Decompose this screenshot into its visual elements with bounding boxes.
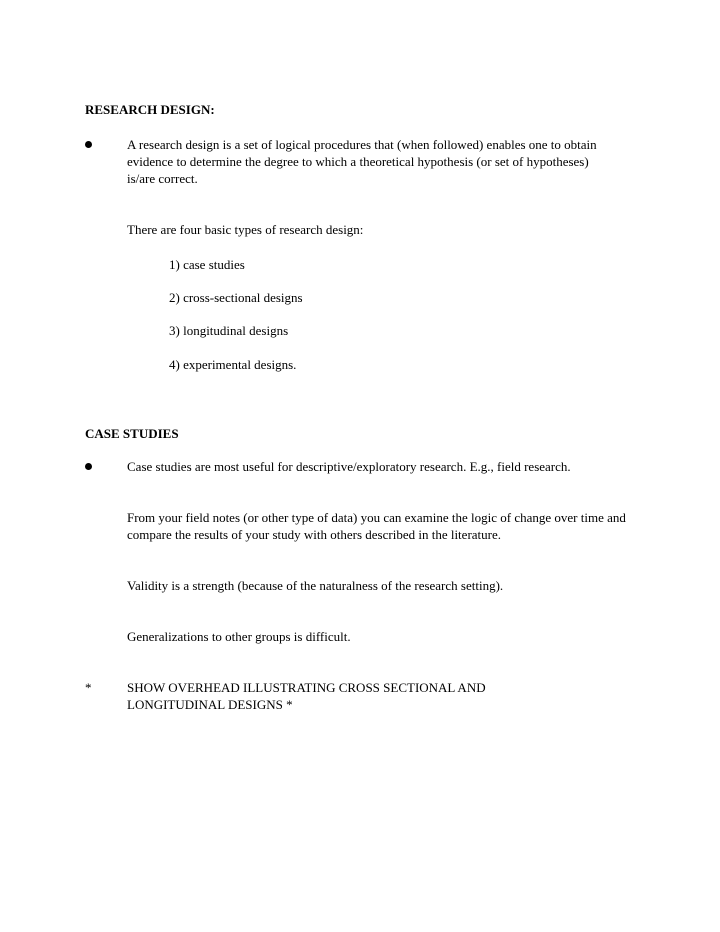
case-studies-validity: Validity is a strength (because of the naturalness of the research setting). [127, 578, 504, 593]
design-type-4: 4) experimental designs. [169, 357, 297, 372]
overhead-note: SHOW OVERHEAD ILLUSTRATING CROSS SECTIONAL AND LONGITUDINAL DESIGNS * [127, 680, 486, 712]
case-studies-field-notes: From your field notes (or other type of data) you can examine the logic of change over time and compare the results of your study with others described in the literature. [127, 510, 626, 542]
research-design-definition: A research design is a set of logical procedures that (when followed) enables one to obtain evidence to determine the degree to which a theoretical hypothesis (or set of hypotheses) is/are correct. [127, 137, 597, 186]
case-studies-generalizations: Generalizations to other groups is difficult. [127, 629, 351, 644]
case-studies-usefulness: Case studies are most useful for descriptive/exploratory research. E.g., field research. [127, 459, 571, 474]
case-studies-heading: CASE STUDIES [85, 426, 179, 441]
design-type-3: 3) longitudinal designs [169, 323, 289, 338]
design-type-1: 1) case studies [169, 257, 245, 272]
design-type-2: 2) cross-sectional designs [169, 290, 303, 305]
asterisk-marker: * [85, 680, 92, 695]
bullet-icon [85, 463, 92, 470]
research-design-types-intro: There are four basic types of research design: [127, 222, 364, 237]
bullet-icon [85, 141, 92, 148]
research-design-heading: RESEARCH DESIGN: [85, 102, 215, 117]
